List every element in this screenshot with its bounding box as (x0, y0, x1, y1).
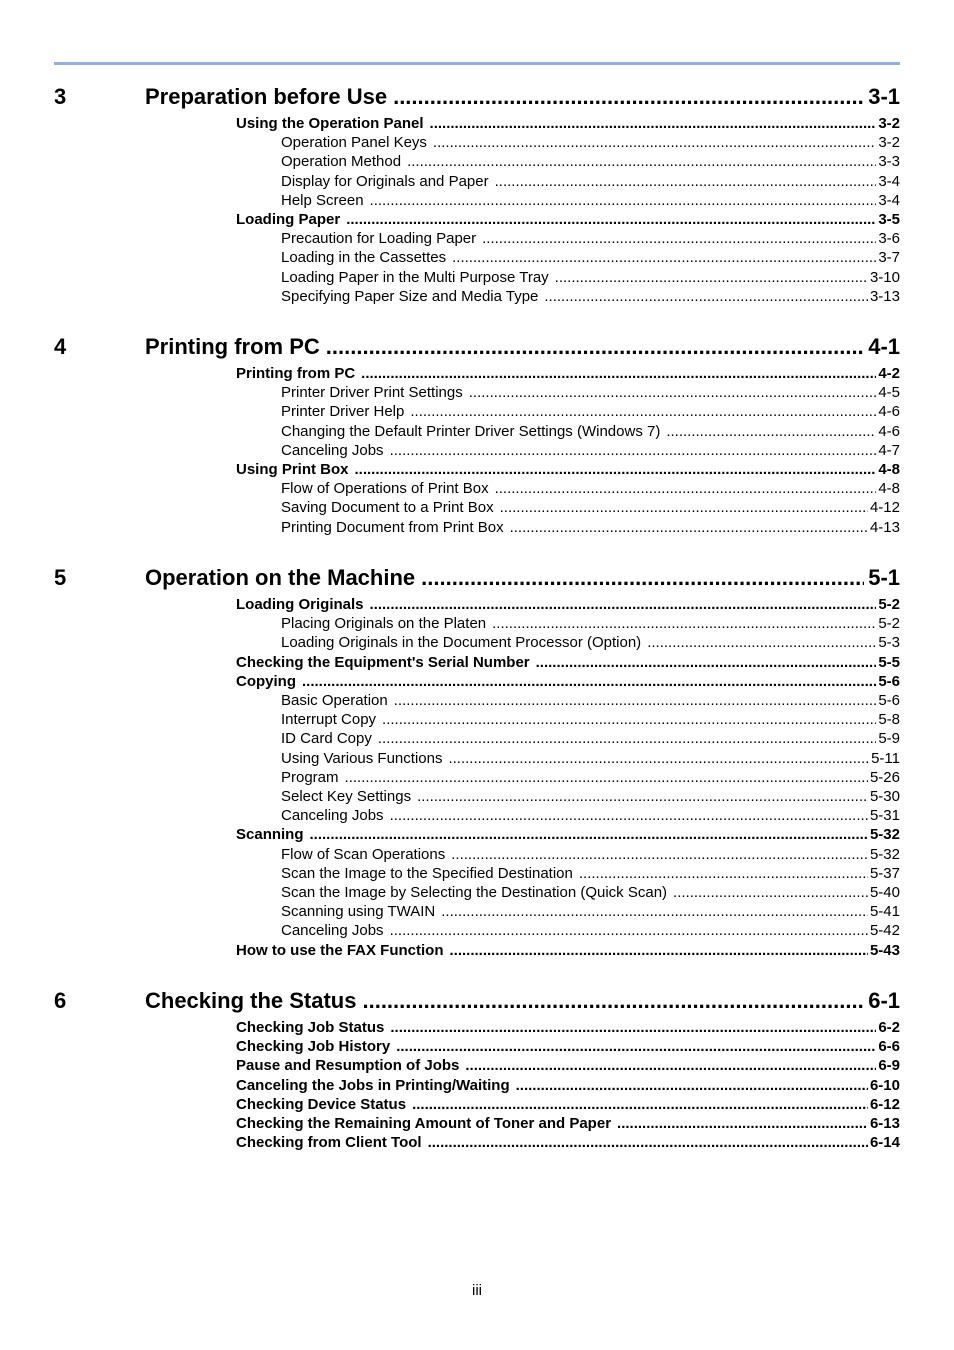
toc-subsection[interactable] (281, 769, 900, 788)
toc-entry-page: 4-8 (878, 480, 900, 498)
toc-entry-title: Operation Method (281, 153, 402, 171)
toc-entry-page: 5-6 (878, 672, 900, 690)
toc-entry-title: Loading Originals (236, 596, 364, 613)
toc-entry-page: 5-31 (869, 807, 900, 825)
dot-leader (492, 615, 876, 632)
dot-leader (500, 499, 868, 516)
dot-leader (326, 334, 864, 360)
toc-entry-title: Loading Paper in the Multi Purpose Tray (281, 268, 549, 286)
toc-entry-title: Checking from Client Tool (236, 1134, 422, 1152)
toc-entry-title: ID Card Copy (281, 730, 372, 748)
toc-section[interactable] (236, 365, 900, 384)
toc-entry-page: 6-2 (878, 1019, 900, 1036)
dot-leader (370, 596, 877, 613)
dot-leader (361, 365, 876, 382)
toc-entry-title: Checking Device Status (236, 1095, 407, 1113)
toc-entry-page: 5-42 (869, 922, 900, 940)
dot-leader (555, 269, 868, 286)
dot-leader (450, 942, 868, 959)
dot-leader (390, 1019, 876, 1036)
dot-leader (355, 461, 877, 478)
toc-entry-title: Saving Document to a Print Box (281, 499, 494, 517)
toc-entry-page: 5-11 (871, 749, 900, 767)
chapter-page: 5-1 (868, 565, 900, 590)
toc-entry-title: Scanning using TWAIN (281, 903, 436, 921)
chapter-number: 5 (54, 565, 67, 590)
chapter-page: 3-1 (868, 84, 900, 109)
toc-entry-page: 5-2 (878, 615, 900, 633)
chapter-title: Operation on the Machine (145, 565, 416, 590)
toc-subsection[interactable] (281, 922, 900, 941)
dot-leader (495, 173, 877, 190)
toc-entry-title: Loading Originals in the Document Processor (Option) (281, 634, 642, 652)
toc-entry-title: Scanning (236, 826, 304, 844)
toc-entry-title: Checking the Equipment's Serial Number (236, 653, 530, 671)
toc-subsection[interactable] (281, 692, 900, 711)
toc-entry-title: Scan the Image by Selecting the Destination (Quick Scan) (281, 884, 668, 901)
toc-entry-title: Checking Job History (236, 1038, 391, 1056)
chapter-page: 6-1 (868, 988, 900, 1013)
chapter-number: 3 (54, 84, 67, 109)
dot-leader (510, 519, 868, 536)
toc-entry-page: 5-5 (878, 653, 900, 671)
toc-entry-title: Pause and Resumption of Jobs (236, 1057, 460, 1075)
toc-entry-page: 5-43 (869, 941, 900, 959)
toc-subsection[interactable] (281, 615, 900, 634)
dot-leader (410, 403, 876, 420)
toc-entry-title: How to use the FAX Function (236, 941, 444, 959)
toc-subsection[interactable] (281, 788, 900, 807)
dot-leader (452, 249, 876, 266)
toc-section[interactable] (236, 211, 900, 230)
toc-section[interactable] (236, 596, 900, 615)
chapter-heading[interactable] (0, 84, 954, 112)
toc-entry-title: Interrupt Copy (281, 711, 377, 729)
toc-subsection[interactable] (281, 519, 900, 538)
dot-leader (516, 1077, 868, 1094)
chapter-line (145, 988, 900, 1014)
toc-entry-page: 5-37 (869, 864, 900, 882)
toc-subsection[interactable] (281, 846, 900, 865)
toc-subsection[interactable] (281, 153, 900, 172)
dot-leader (346, 211, 876, 228)
chapter-heading[interactable] (0, 334, 954, 362)
toc-entry-title: Canceling the Jobs in Printing/Waiting (236, 1076, 510, 1094)
toc-entry-page: 3-2 (878, 134, 900, 152)
toc-entry-title: Loading in the Cassettes (281, 249, 447, 267)
toc-entry-title: Canceling Jobs (281, 441, 384, 459)
toc-subsection[interactable] (281, 750, 900, 769)
toc-entry-title: Flow of Operations of Print Box (281, 480, 489, 498)
toc-entry-page: 6-13 (869, 1115, 900, 1132)
dot-leader (441, 903, 868, 920)
toc-section[interactable] (236, 1038, 900, 1057)
toc-entry-title: Canceling Jobs (281, 922, 384, 940)
dot-leader (495, 480, 877, 497)
dot-leader (465, 1057, 876, 1074)
toc-entry-title: Copying (236, 672, 296, 690)
toc-entry-page: 5-40 (869, 884, 900, 901)
toc-section[interactable] (236, 1115, 900, 1134)
toc-entry-title: Canceling Jobs (281, 807, 384, 825)
toc-entry-title: Display for Originals and Paper (281, 172, 489, 190)
toc-entry-page: 4-2 (878, 365, 900, 382)
dot-leader (536, 654, 877, 671)
toc-entry-page: 3-6 (878, 230, 900, 248)
toc-entry-page: 6-10 (869, 1076, 900, 1094)
toc-entry-page: 4-13 (869, 518, 900, 536)
dot-leader (579, 865, 868, 882)
chapter-line (145, 84, 900, 110)
toc-entry-title: Printing Document from Print Box (281, 518, 504, 536)
toc-entry-title: Printer Driver Help (281, 403, 405, 421)
dot-leader (378, 730, 876, 747)
toc-entry-page: 5-9 (878, 730, 900, 748)
dot-leader (673, 884, 868, 901)
dot-leader (430, 115, 877, 132)
dot-leader (310, 826, 868, 843)
toc-subsection[interactable] (281, 269, 900, 288)
toc-entry-page: 3-13 (869, 287, 900, 305)
dot-leader (390, 922, 868, 939)
toc-entry-title: Scan the Image to the Specified Destination (281, 864, 573, 882)
dot-leader (428, 1134, 868, 1151)
dot-leader (390, 807, 868, 824)
toc-subsection[interactable] (281, 634, 900, 653)
toc-entry-page: 5-41 (869, 903, 900, 921)
toc-entry-page: 6-6 (878, 1038, 900, 1056)
dot-leader (433, 134, 876, 151)
toc-entry-title: Program (281, 768, 339, 786)
chapter-line (145, 334, 900, 360)
toc-section[interactable] (236, 826, 900, 845)
chapter-heading[interactable] (0, 988, 954, 1016)
dot-leader (417, 788, 868, 805)
toc-subsection[interactable] (281, 499, 900, 518)
toc-entry-page: 3-4 (878, 172, 900, 190)
toc-entry-page: 4-8 (878, 461, 900, 478)
chapter-number: 6 (54, 988, 67, 1013)
toc-entry-page: 3-5 (878, 211, 900, 228)
toc-entry-page: 4-6 (878, 403, 900, 421)
toc-entry-page: 3-7 (878, 249, 900, 267)
toc-entry-page: 3-2 (878, 115, 900, 132)
dot-leader (345, 769, 868, 786)
toc-entry-page: 4-7 (878, 441, 900, 459)
toc-entry-title: Using the Operation Panel (236, 115, 424, 132)
toc-entry-page: 5-32 (869, 845, 900, 863)
toc-section[interactable] (236, 673, 900, 692)
toc-entry-page: 5-32 (869, 826, 900, 844)
toc-subsection[interactable] (281, 403, 900, 422)
dot-leader (362, 988, 864, 1014)
dot-leader (469, 384, 877, 401)
dot-leader (390, 442, 877, 459)
dot-leader (544, 288, 868, 305)
toc-entry-page: 4-6 (878, 422, 900, 440)
toc-entry-title: Using Print Box (236, 461, 349, 478)
dot-leader (412, 1096, 868, 1113)
toc-subsection[interactable] (281, 884, 900, 903)
page-number: iii (472, 1282, 482, 1299)
toc-subsection[interactable] (281, 423, 900, 442)
dot-leader (482, 230, 876, 247)
dot-leader (370, 192, 877, 209)
dot-leader (396, 1038, 876, 1055)
dot-leader (617, 1115, 868, 1132)
toc-entry-page: 6-12 (869, 1095, 900, 1113)
chapter-title: Printing from PC (145, 334, 320, 359)
toc-entry-title: Basic Operation (281, 692, 388, 709)
dot-leader (666, 423, 876, 440)
toc-entry-page: 3-10 (869, 268, 900, 286)
toc-entry-page: 6-14 (869, 1134, 900, 1152)
toc-section[interactable] (236, 461, 900, 480)
header-rule (54, 62, 900, 65)
toc-section[interactable] (236, 1134, 900, 1153)
dot-leader (421, 565, 864, 591)
toc-subsection[interactable] (281, 134, 900, 153)
toc-entry-page: 4-5 (878, 384, 900, 402)
toc-entry-page: 5-8 (878, 711, 900, 729)
toc-entry-page: 5-2 (878, 596, 900, 613)
toc-entry-page: 3-4 (878, 191, 900, 209)
chapter-title: Checking the Status (145, 988, 357, 1013)
dot-leader (647, 634, 876, 651)
chapter-line (145, 565, 900, 591)
toc-entry-title: Using Various Functions (281, 749, 443, 767)
toc-subsection[interactable] (281, 384, 900, 403)
toc-section[interactable] (236, 1057, 900, 1076)
toc-subsection[interactable] (281, 711, 900, 730)
toc-entry-page: 3-3 (878, 153, 900, 171)
chapter-heading[interactable] (0, 565, 954, 593)
toc-section[interactable] (236, 654, 900, 673)
toc-subsection[interactable] (281, 192, 900, 211)
toc-subsection[interactable] (281, 865, 900, 884)
dot-leader (393, 84, 864, 110)
toc-section[interactable] (236, 1077, 900, 1096)
toc-section[interactable] (236, 115, 900, 134)
toc-entry-title: Placing Originals on the Platen (281, 615, 487, 633)
toc-entry-title: Printer Driver Print Settings (281, 384, 463, 402)
toc-entry-page: 5-6 (878, 692, 900, 709)
toc-section[interactable] (236, 1096, 900, 1115)
dot-leader (407, 153, 876, 170)
toc-entry-page: 5-30 (869, 788, 900, 805)
dot-leader (382, 711, 876, 728)
dot-leader (302, 673, 876, 690)
toc-entry-title: Operation Panel Keys (281, 134, 427, 152)
toc-entry-page: 5-3 (878, 634, 900, 652)
toc-subsection[interactable] (281, 730, 900, 749)
chapter-page: 4-1 (868, 334, 900, 359)
toc-entry-title: Checking Job Status (236, 1019, 385, 1036)
dot-leader (394, 692, 877, 709)
toc-subsection[interactable] (281, 807, 900, 826)
toc-entry-page: 5-26 (869, 768, 900, 786)
toc-subsection[interactable] (281, 288, 900, 307)
toc-entry-title: Select Key Settings (281, 788, 412, 805)
toc-entry-title: Flow of Scan Operations (281, 845, 446, 863)
toc-subsection[interactable] (281, 903, 900, 922)
toc-entry-title: Changing the Default Printer Driver Settings (Windows 7) (281, 422, 661, 440)
toc-entry-title: Specifying Paper Size and Media Type (281, 287, 539, 305)
toc-subsection[interactable] (281, 230, 900, 249)
chapter-title: Preparation before Use (145, 84, 388, 109)
toc-entry-title: Precaution for Loading Paper (281, 230, 477, 248)
dot-leader (448, 750, 869, 767)
dot-leader (451, 846, 868, 863)
toc-section[interactable] (236, 942, 900, 961)
toc-subsection[interactable] (281, 442, 900, 461)
toc-entry-title: Checking the Remaining Amount of Toner and Paper (236, 1115, 612, 1132)
chapter-number: 4 (54, 334, 67, 359)
toc-entry-title: Printing from PC (236, 365, 356, 382)
toc-entry-title: Help Screen (281, 191, 364, 209)
toc-subsection[interactable] (281, 173, 900, 192)
toc-subsection[interactable] (281, 249, 900, 268)
toc-entry-page: 4-12 (869, 499, 900, 517)
toc-subsection[interactable] (281, 480, 900, 499)
toc-entry-title: Loading Paper (236, 211, 341, 228)
toc-section[interactable] (236, 1019, 900, 1038)
toc-entry-page: 6-9 (878, 1057, 900, 1075)
